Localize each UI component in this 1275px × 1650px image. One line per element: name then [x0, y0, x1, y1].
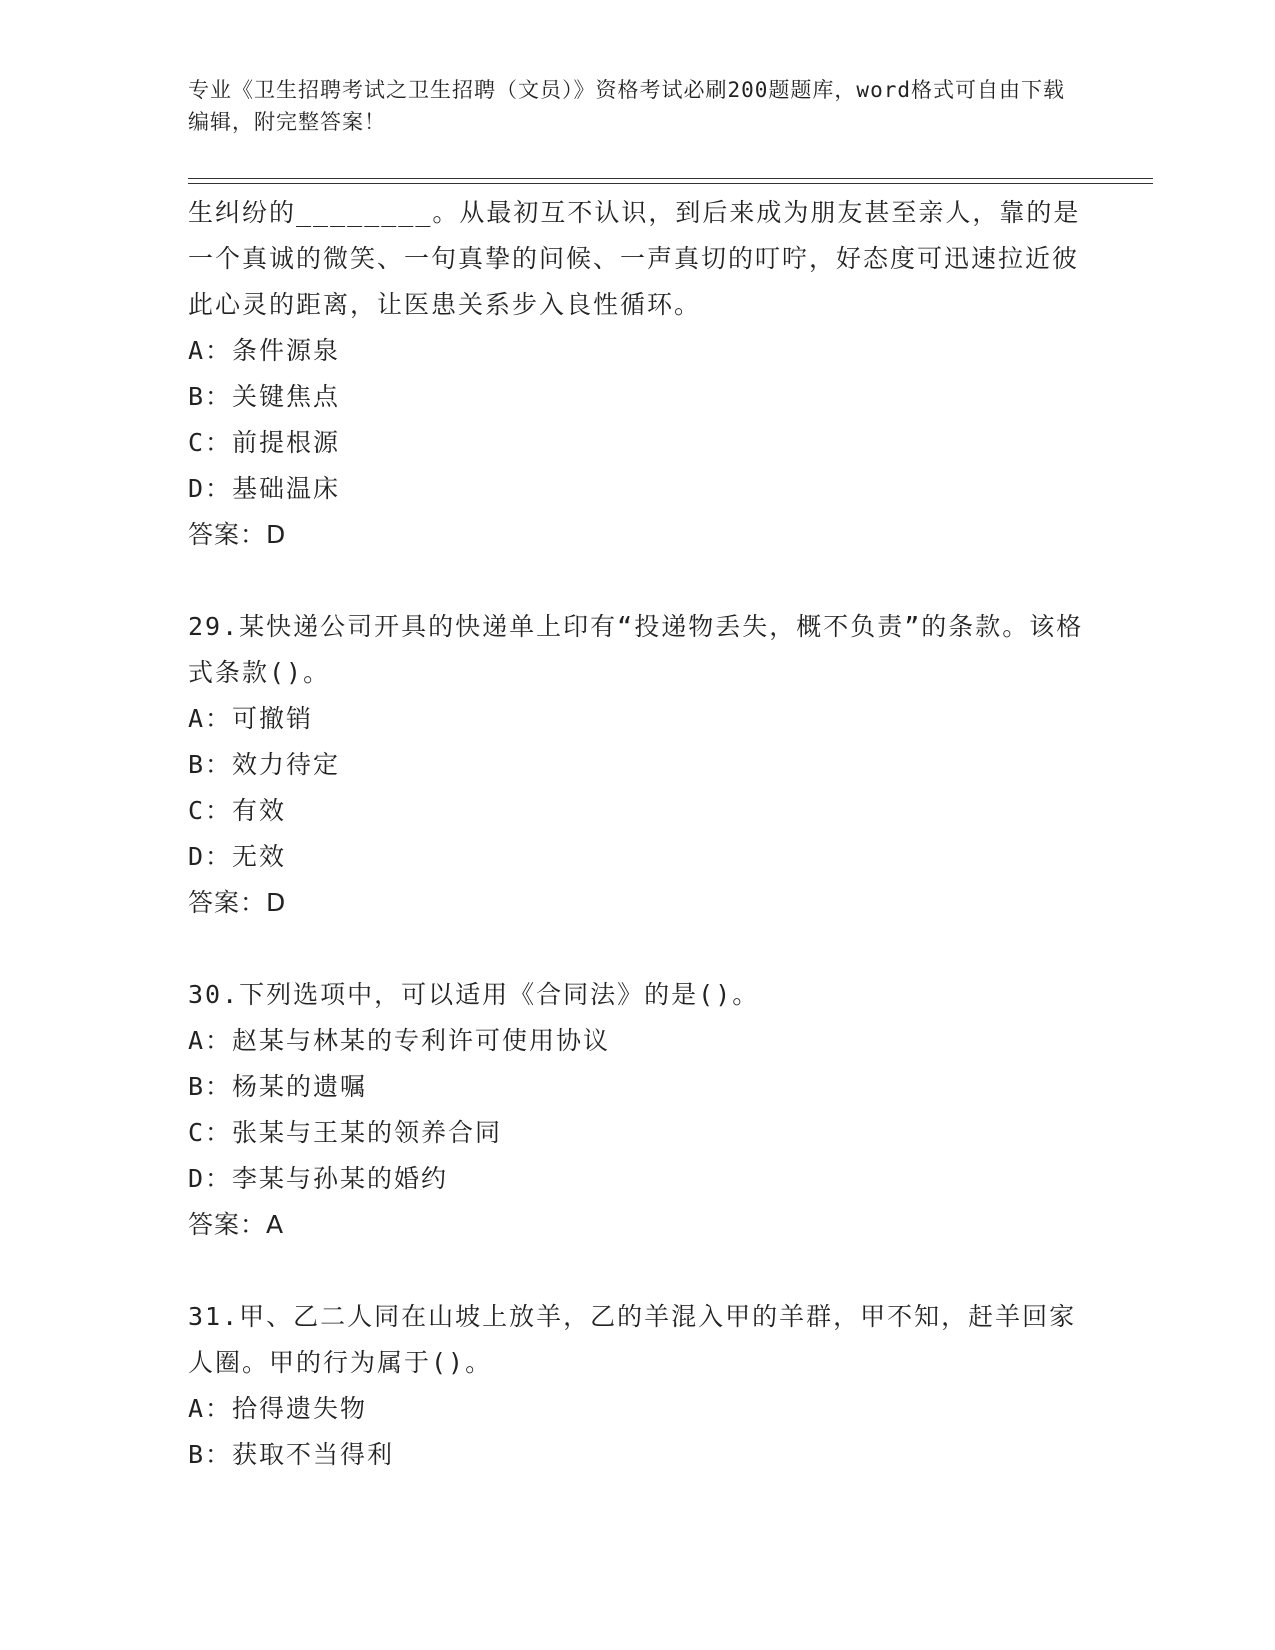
option-a: A：可撤销 — [188, 704, 314, 733]
question-30 — [188, 972, 1088, 1248]
option-b: B：获取不当得利 — [188, 1440, 395, 1469]
answer: 答案：D — [188, 520, 287, 549]
question-31 — [188, 1294, 1088, 1478]
option-c: C：张某与王某的领养合同 — [188, 1118, 503, 1147]
option-a: A：拾得遗失物 — [188, 1394, 368, 1423]
question-stem: 生纠纷的________。从最初互不认识，到后来成为朋友甚至亲人，靠的是一个真诚的微笑、一句真挚的问候、一声真切的叮咛，好态度可迅速拉近彼此心灵的距离，让医患关系步入良性循环。 — [188, 198, 1081, 319]
question-29 — [188, 604, 1088, 926]
answer: 答案：A — [188, 1210, 285, 1239]
option-a: A：条件源泉 — [188, 336, 341, 365]
question-continuation — [188, 190, 1088, 558]
option-c: C：有效 — [188, 796, 287, 825]
document-header: 专业《卫生招聘考试之卫生招聘（文员）》资格考试必刷200题题库，word格式可自由下载编辑，附完整答案！ — [188, 78, 1065, 134]
option-c: C：前提根源 — [188, 428, 341, 457]
question-stem: 30.下列选项中，可以适用《合同法》的是()。 — [188, 980, 760, 1009]
option-a: A：赵某与林某的专利许可使用协议 — [188, 1026, 611, 1055]
option-b: B：关键焦点 — [188, 382, 341, 411]
document-body — [188, 190, 1088, 1478]
answer: 答案：D — [188, 888, 287, 917]
option-d: D：基础温床 — [188, 474, 341, 503]
header-rule-top — [188, 178, 1153, 179]
option-b: B：杨某的遗嘱 — [188, 1072, 368, 1101]
question-stem: 29.某快递公司开具的快递单上印有“投递物丢失，概不负责”的条款。该格式条款()。 — [188, 612, 1084, 687]
header-rule-bottom — [188, 183, 1153, 184]
option-d: D：李某与孙某的婚约 — [188, 1164, 449, 1193]
option-b: B：效力待定 — [188, 750, 341, 779]
option-d: D：无效 — [188, 842, 287, 871]
question-stem: 31.甲、乙二人同在山坡上放羊，乙的羊混入甲的羊群，甲不知，赶羊回家人圈。甲的行为属于()。 — [188, 1302, 1077, 1377]
